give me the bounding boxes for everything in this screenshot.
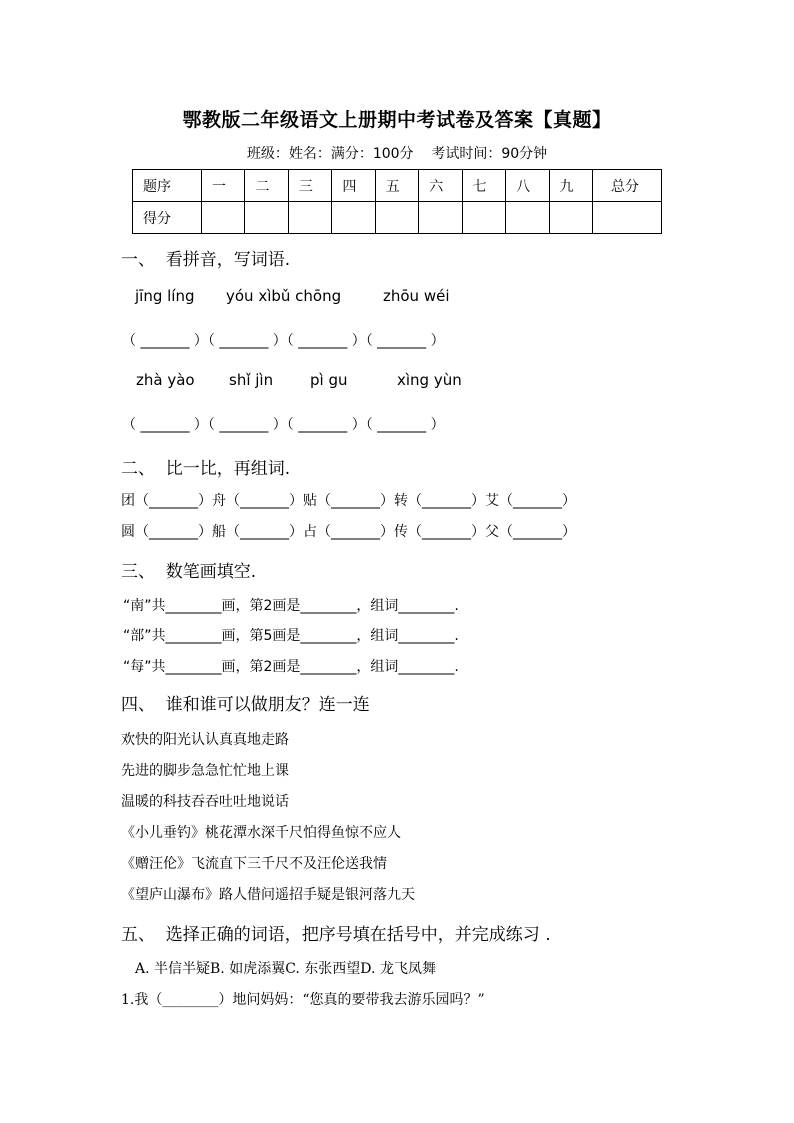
score-cell[interactable]: [245, 202, 288, 234]
match-item: 温暖的科技吞吞吐吐地说话: [121, 794, 289, 810]
compare-line[interactable]: 团（_______）舟（_______）贴（_______）转（_______）艾（_______）: [121, 493, 576, 509]
section-3-heading: 三、 数笔画填空.: [121, 562, 257, 582]
table-cell: 九: [549, 170, 593, 202]
question-1[interactable]: 1.我（________）地问妈妈：“您真的要带我去游乐园吗？”: [121, 992, 485, 1008]
stroke-line[interactable]: “南”共________画，第2画是________，组词________.: [123, 598, 459, 614]
stroke-line[interactable]: “部”共________画，第5画是________，组词________.: [123, 628, 459, 644]
exam-info: 班级：姓名：满分：100分 考试时间：90分钟: [246, 146, 548, 162]
section-2-heading: 二、 比一比，再组词.: [121, 459, 291, 479]
table-cell: 四: [332, 170, 375, 202]
stroke-line[interactable]: “每”共________画，第2画是________，组词________.: [123, 659, 459, 675]
score-cell[interactable]: [375, 202, 418, 234]
score-cell[interactable]: [288, 202, 331, 234]
table-cell: 七: [462, 170, 505, 202]
score-cell[interactable]: [549, 202, 593, 234]
score-cell[interactable]: [332, 202, 375, 234]
answer-blanks-row[interactable]: （ _______ ）（ _______ ）（ _______ ）（ _______ ）: [122, 333, 445, 349]
section-4-heading: 四、 谁和谁可以做朋友？连一连: [121, 695, 370, 715]
score-cell[interactable]: [593, 202, 662, 234]
table-cell: 总分: [593, 170, 662, 202]
score-cell[interactable]: [462, 202, 505, 234]
table-cell: 一: [202, 170, 245, 202]
table-cell: 六: [419, 170, 462, 202]
compare-line[interactable]: 圆（_______）船（_______）占（_______）传（_______）父（_______）: [121, 524, 576, 540]
match-item: 《望庐山瀑布》路人借问遥招手疑是银河落九天: [121, 887, 415, 903]
pinyin-item: jīng líng: [135, 287, 195, 305]
score-table-header-row: [133, 170, 662, 202]
score-cell[interactable]: [419, 202, 462, 234]
page-title: 鄂教版二年级语文上册期中考试卷及答案【真题】: [182, 109, 612, 131]
score-table: [132, 169, 662, 234]
match-item: 先进的脚步急急忙忙地上课: [121, 763, 289, 779]
pinyin-item: pì gu: [310, 371, 348, 389]
table-cell: 八: [506, 170, 549, 202]
match-item: 《赠汪伦》飞流直下三千尺不及汪伦送我情: [121, 856, 387, 872]
pinyin-item: zhōu wéi: [383, 287, 450, 305]
pinyin-item: zhà yào: [136, 371, 195, 389]
score-cell[interactable]: [202, 202, 245, 234]
table-cell: 五: [375, 170, 418, 202]
score-cell[interactable]: [506, 202, 549, 234]
table-cell: 二: [245, 170, 288, 202]
score-table-score-row: [133, 202, 662, 234]
pinyin-item: shǐ jìn: [229, 371, 274, 389]
table-cell: 得分: [133, 202, 202, 234]
match-item: 欢快的阳光认认真真地走路: [121, 732, 289, 748]
section-5-heading: 五、 选择正确的词语，把序号填在括号中，并完成练习 .: [121, 925, 551, 945]
table-cell: 题序: [133, 170, 202, 202]
match-item: 《小儿垂钓》桃花潭水深千尺怕得鱼惊不应人: [121, 825, 401, 841]
pinyin-item: yóu xìbǔ chōng: [226, 287, 342, 305]
pinyin-item: xìng yùn: [397, 371, 462, 389]
word-options: A. 半信半疑B. 如虎添翼C. 东张西望D. 龙飞凤舞: [135, 961, 436, 977]
answer-blanks-row[interactable]: （ _______ ）（ _______ ）（ _______ ）（ _______ ）: [122, 417, 445, 433]
table-cell: 三: [288, 170, 331, 202]
section-1-heading: 一、 看拼音，写词语.: [121, 250, 291, 270]
